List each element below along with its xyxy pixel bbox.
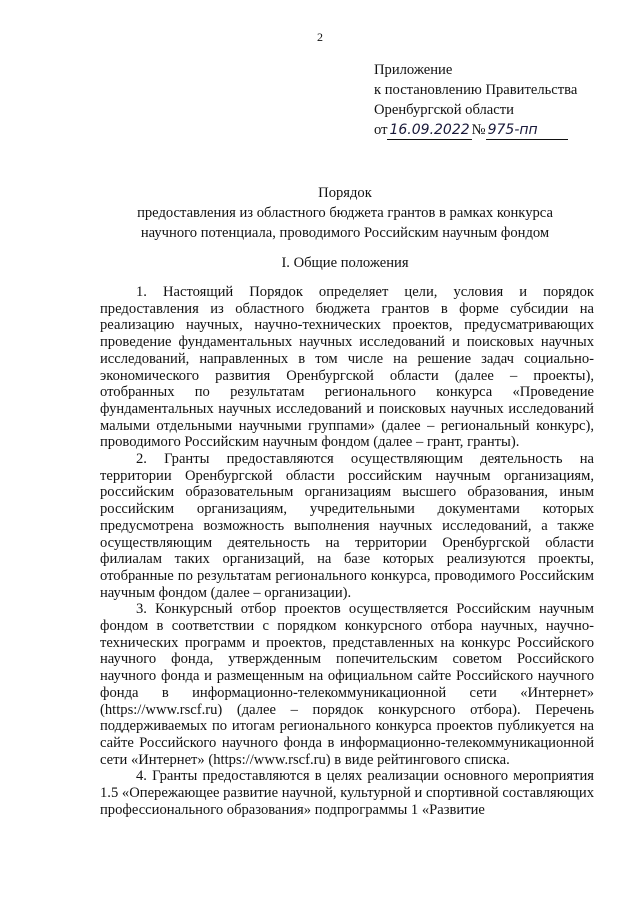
document-title [100, 183, 590, 243]
paragraph-3: 3. Конкурсный отбор проектов осуществляется Российским научным фондом в соответствии с порядком конкурсного отбора научных, научно-технических программ и проектов, представленных на конкурс Российского научного фонда, утвержденным попечительским советом Российского научного фонда и размещенным на официальном сайте Российского научного фонда в информационно-телекоммуникационной сети «Интернет» (https://www.rscf.ru) (далее – порядок конкурсного отбора). Перечень поддерживаемых по итогам регионального конкурса проектов публикуется на сайте Российского научного фонда в информационно-телекоммуникационной сети «Интернет» (https://www.rscf.ru) в виде рейтингового списка. [100, 601, 594, 768]
paragraph-4: 4. Гранты предоставляются в целях реализации основного мероприятия 1.5 «Опережающее развитие научной, культурной и спортивной составляющих профессионального образования» подпрограммы 1 «Развитие [100, 768, 594, 818]
document-body [100, 284, 594, 819]
section-title: I. Общие положения [281, 255, 409, 271]
appendix-line-3: Оренбургской области [374, 102, 514, 118]
page-number: 2 [317, 30, 323, 44]
appendix-line-1: Приложение [374, 62, 453, 78]
paragraph-2: 2. Гранты предоставляются осуществляющим деятельность на территории Оренбургской области российским научным организациям, российским образовательным организациям высшего образования, иным российским организациям, учредительными документами которых предусмотрена возможность выполнения научных исследований, а также осуществляющим деятельность на территории Оренбургской области филиалам таких организаций, на базе которых реализуются проекты, отобранные по результатам регионального конкурса, проводимого Российским научным фондом (далее – организации). [100, 451, 594, 601]
paragraph-1: 1. Настоящий Порядок определяет цели, условия и порядок предоставления из областного бюджета грантов в форме субсидии на реализацию научных, научно-технических проектов, предусматривающих проведение фундаментальных научных исследований и поисковых научных исследований, направленных в том числе на решение задач социально-экономического развития Оренбургской области (далее – проекты), отобранных по результатам регионального конкурса «Проведение фундаментальных научных исследований и поисковых научных исследований малыми отдельными научными группами» (далее – региональный конкурс), проводимого Российским научным фондом (далее – грант, гранты). [100, 284, 594, 451]
title-heading: Порядок [318, 185, 372, 201]
appendix-line-2: к постановлению Правительства [374, 82, 578, 98]
title-line-3: научного потенциала, проводимого Российским научным фондом [140, 225, 550, 241]
appendix-date-line [374, 120, 577, 140]
date-prefix: от [374, 122, 388, 138]
handwritten-number: 975-пп [486, 122, 568, 140]
appendix-block [374, 60, 577, 140]
handwritten-date: 16.09.2022 [389, 122, 470, 138]
title-line-2: предоставления из областного бюджета грантов в рамках конкурса [137, 205, 553, 221]
number-prefix: № [471, 122, 486, 138]
